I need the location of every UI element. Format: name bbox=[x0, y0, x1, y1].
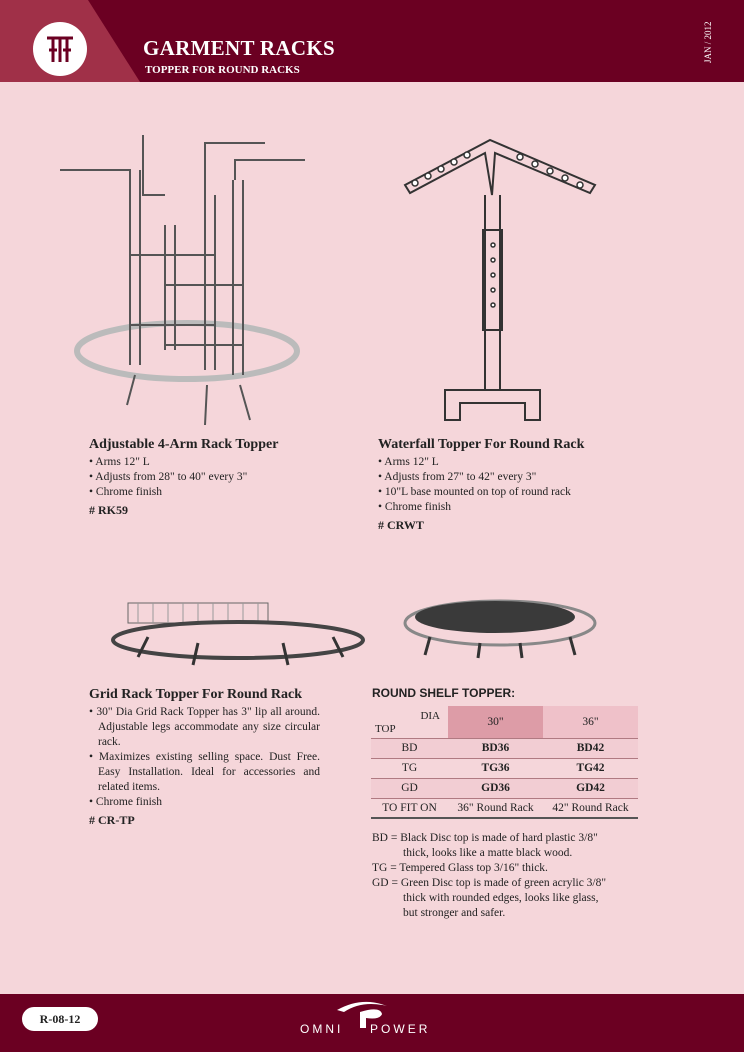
table-corner-cell bbox=[371, 706, 448, 738]
page-number: R-08-12 bbox=[22, 1007, 98, 1031]
product-name: Grid Rack Topper For Round Rack bbox=[89, 687, 303, 702]
product-crwt bbox=[378, 437, 638, 533]
note-line: BD = Black Disc top is made of hard plastic 3/8" bbox=[372, 832, 598, 844]
table-cell: GD42 bbox=[543, 778, 638, 798]
product-code: # CRWT bbox=[378, 518, 424, 532]
table-cell: BD36 bbox=[448, 738, 543, 758]
feature-line: • Adjusts from 28" to 40" every 3" bbox=[89, 471, 248, 483]
table-cell: GD36 bbox=[448, 778, 543, 798]
feature-line: • Maximizes existing selling space. Dust Free. Easy Installation. Ideal for accessories and related items. bbox=[89, 751, 320, 793]
product-cr-tp bbox=[89, 687, 320, 828]
material-notes bbox=[372, 831, 606, 921]
feature-line: • Chrome finish bbox=[89, 796, 163, 808]
row-label: GD bbox=[371, 778, 448, 798]
table-row bbox=[371, 758, 638, 778]
table-cell: 36" Round Rack bbox=[448, 798, 543, 818]
product-name: Waterfall Topper For Round Rack bbox=[378, 437, 585, 452]
table-row bbox=[371, 778, 638, 798]
feature-line: • Chrome finish bbox=[89, 486, 163, 498]
waterfall-topper-image bbox=[400, 135, 600, 425]
table-cell: TG42 bbox=[543, 758, 638, 778]
dia-label: DIA bbox=[420, 710, 440, 722]
page-title: GARMENT RACKS bbox=[143, 36, 335, 60]
note-line: thick, looks like a matte black wood. bbox=[403, 847, 573, 859]
page-subtitle: TOPPER FOR ROUND RACKS bbox=[145, 64, 300, 76]
table-row bbox=[371, 798, 638, 818]
table-cell: TG36 bbox=[448, 758, 543, 778]
grid-rack-topper-image bbox=[108, 595, 373, 670]
feature-line: • Adjusts from 27" to 42" every 3" bbox=[378, 471, 537, 483]
table-row bbox=[371, 738, 638, 758]
product-code: # RK59 bbox=[89, 503, 128, 517]
feature-line: • 10"L base mounted on top of round rack bbox=[378, 486, 571, 498]
note-line: but stronger and safer. bbox=[403, 907, 506, 919]
issue-date: JAN / 2012 bbox=[703, 21, 713, 63]
company-logo bbox=[33, 22, 87, 76]
top-label: TOP bbox=[375, 722, 396, 735]
row-label: BD bbox=[371, 738, 448, 758]
feature-line: • 30" Dia Grid Rack Topper has 3" lip all around. Adjustable legs accommodate any size circular rack. bbox=[89, 706, 320, 748]
column-header-36: 36" bbox=[543, 706, 638, 738]
product-code: # CR-TP bbox=[89, 813, 135, 827]
four-arm-rack-image bbox=[55, 125, 315, 430]
note-line: GD = Green Disc top is made of green acrylic 3/8" bbox=[372, 877, 607, 889]
round-shelf-title: ROUND SHELF TOPPER: bbox=[372, 686, 516, 700]
note-line: TG = Tempered Glass top 3/16" thick. bbox=[372, 862, 548, 874]
feature-line: • Arms 12" L bbox=[89, 456, 150, 468]
brand-omni: OMNI bbox=[300, 1022, 344, 1036]
feature-line: • Chrome finish bbox=[378, 501, 452, 513]
note-line: thick with rounded edges, looks like glass, bbox=[403, 892, 599, 904]
product-rk59 bbox=[89, 437, 329, 518]
table-cell: BD42 bbox=[543, 738, 638, 758]
row-label: TG bbox=[371, 758, 448, 778]
brand-name bbox=[300, 1022, 460, 1036]
table-cell: 42" Round Rack bbox=[543, 798, 638, 818]
brand-power: POWER bbox=[370, 1022, 431, 1036]
round-shelf-table bbox=[371, 706, 638, 819]
round-shelf-topper-image bbox=[400, 595, 600, 660]
row-label: TO FIT ON bbox=[371, 798, 448, 818]
table-header-row bbox=[371, 706, 638, 738]
feature-line: • Arms 12" L bbox=[378, 456, 439, 468]
column-header-30: 30" bbox=[448, 706, 543, 738]
product-name: Adjustable 4-Arm Rack Topper bbox=[89, 437, 279, 452]
